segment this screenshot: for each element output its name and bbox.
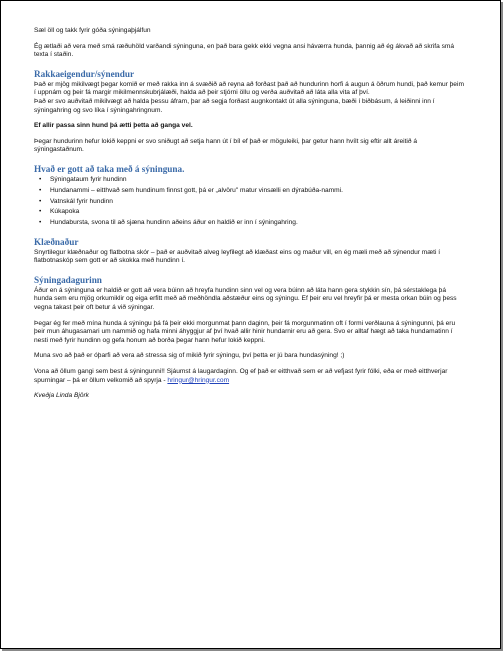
heading-clothing: Klæðnaður (34, 236, 79, 247)
bring-list (34, 176, 466, 228)
bullet-icon: • (39, 197, 42, 205)
paragraph-bold-note: Ef allir passa sinn hund þá ætti þetta að ganga vel. (34, 122, 193, 130)
heading-rakkaeigendur: Rakkaeigendur/sýnendur (34, 68, 135, 79)
heading-what-to-bring: Hvað er gott að taka með á sýninguna. (34, 163, 185, 174)
paragraph-closing: Vona að öllum gangi sem best á sýningunni!! Sjáumst á laugardaginn. Og ef það er eitthvað sem er að vefjast fyrir fólki, eða er með eitthverjar spurningar – þá er öllum velkomið að spyrja - hringur@hringur.com (34, 368, 448, 384)
list-item: • Vatnskál fyrir hundinn (39, 197, 113, 205)
paragraph-continue: Það er svo auðvitað mikilvægt að halda þessu áfram, þar að segja forðast augnkontakt út alla sýninguna, bæði í biðbásum, á leiðinni inn í sýningahring og svo líka í sýningahringnum. (34, 97, 435, 114)
paragraph-breakfast: Þegar ég fer með mína hunda á sýningu þá fá þeir ekki morgunmat þann daginn, þeir fá morgunmatinn oft í formi verðlauna á sýningunni, þá eru þeir mun áhugasamari um nammið og hafa minni áhyggjur af því hvað allir hinir hundarnir eru að gera. Svo er alltaf hægt að taka hundamatinn í nesti með fyrir hundinn og gefa honum að borða þegar hann hefur lokið keppni. (34, 319, 456, 344)
heading-show-day: Sýningadagurinn (34, 274, 102, 285)
bullet-icon: • (39, 208, 42, 216)
list-item: • Hundanammi – eitthvað sem hundinum finnst gott, þá er „alvöru" matur vinsælli en dýrabúða-nammi. (39, 186, 343, 194)
greeting: Sæl öll og takk fyrir góða sýningaþjálfun (34, 27, 151, 34)
paragraph-clothing: Snyrtilegur klæðnaður og flatbotna skór – það er auðvitað alveg leyfilegt að klæðast eins og maður vill, en ég mæli með að sýnendur mæti í flatbotnaskóp sem gott er að skokka með hundinn í. (34, 248, 441, 265)
bullet-icon: • (39, 219, 42, 227)
intro-paragraph: Ég ætlaði að vera með smá ræðuhöld varðandi sýninguna, en það bara gekk ekki vegna ansi háværra hunda, þannig að ég ákvað að skrifa smá texta í staðin. (34, 42, 455, 59)
email-link[interactable]: hringur@hringur.com (167, 376, 230, 384)
list-item: • Kúkapoka (39, 208, 80, 216)
list-item: • Sýningataum fyrir hundinn (39, 175, 127, 183)
paragraph-exercise: Áður en á sýninguna er haldið er gott að vera búinn að hreyfa hundinn sinn vel og vera búinn að láta hann gera stykkin sín, þá sérstaklega þá hunda sem eru mjög orkumiklir og eiga erfitt með að meðhöndla aðstæður eins og sýningu. Ef þeir eru vel hreyfir þá er mesta orkan búin og þess vegna takast þeir oft betur á við sýningar. (34, 286, 457, 312)
document-body (34, 27, 466, 408)
paragraph-after-competition: Þegar hundurinn hefur lokið keppni er svo sniðugt að setja hann út í bíl ef það er möguleiki, þar getur hann hvílt sig eftir allt áreitið á sýningastaðnum. (34, 137, 418, 154)
paragraph-eye-contact: Það er mjög mikilvægt þegar komið er með rakka inn á svæðið að reyna að forðast það að hundurinn horfi á augun á öðrum hundi, það kemur þeim í uppnám og þeir fá margir mikilmennskubrjálæði, halda að þeir stjórni öllu og verða auðvitað að láta alla vita af því. (34, 80, 464, 97)
signature: Kveðja Linda Björk (34, 392, 89, 400)
paragraph-stress: Muna svo að það er óþarfi að vera að stressa sig of mikið fyrir sýningu, því þetta er jú bara hundasýning! ;) (34, 352, 345, 360)
bullet-icon: • (39, 175, 42, 183)
list-item: • Hundabursta, svona til að sjæna hundinn aðeins áður en haldið er inn í sýningahring. (39, 219, 298, 227)
bullet-icon: • (39, 186, 42, 194)
